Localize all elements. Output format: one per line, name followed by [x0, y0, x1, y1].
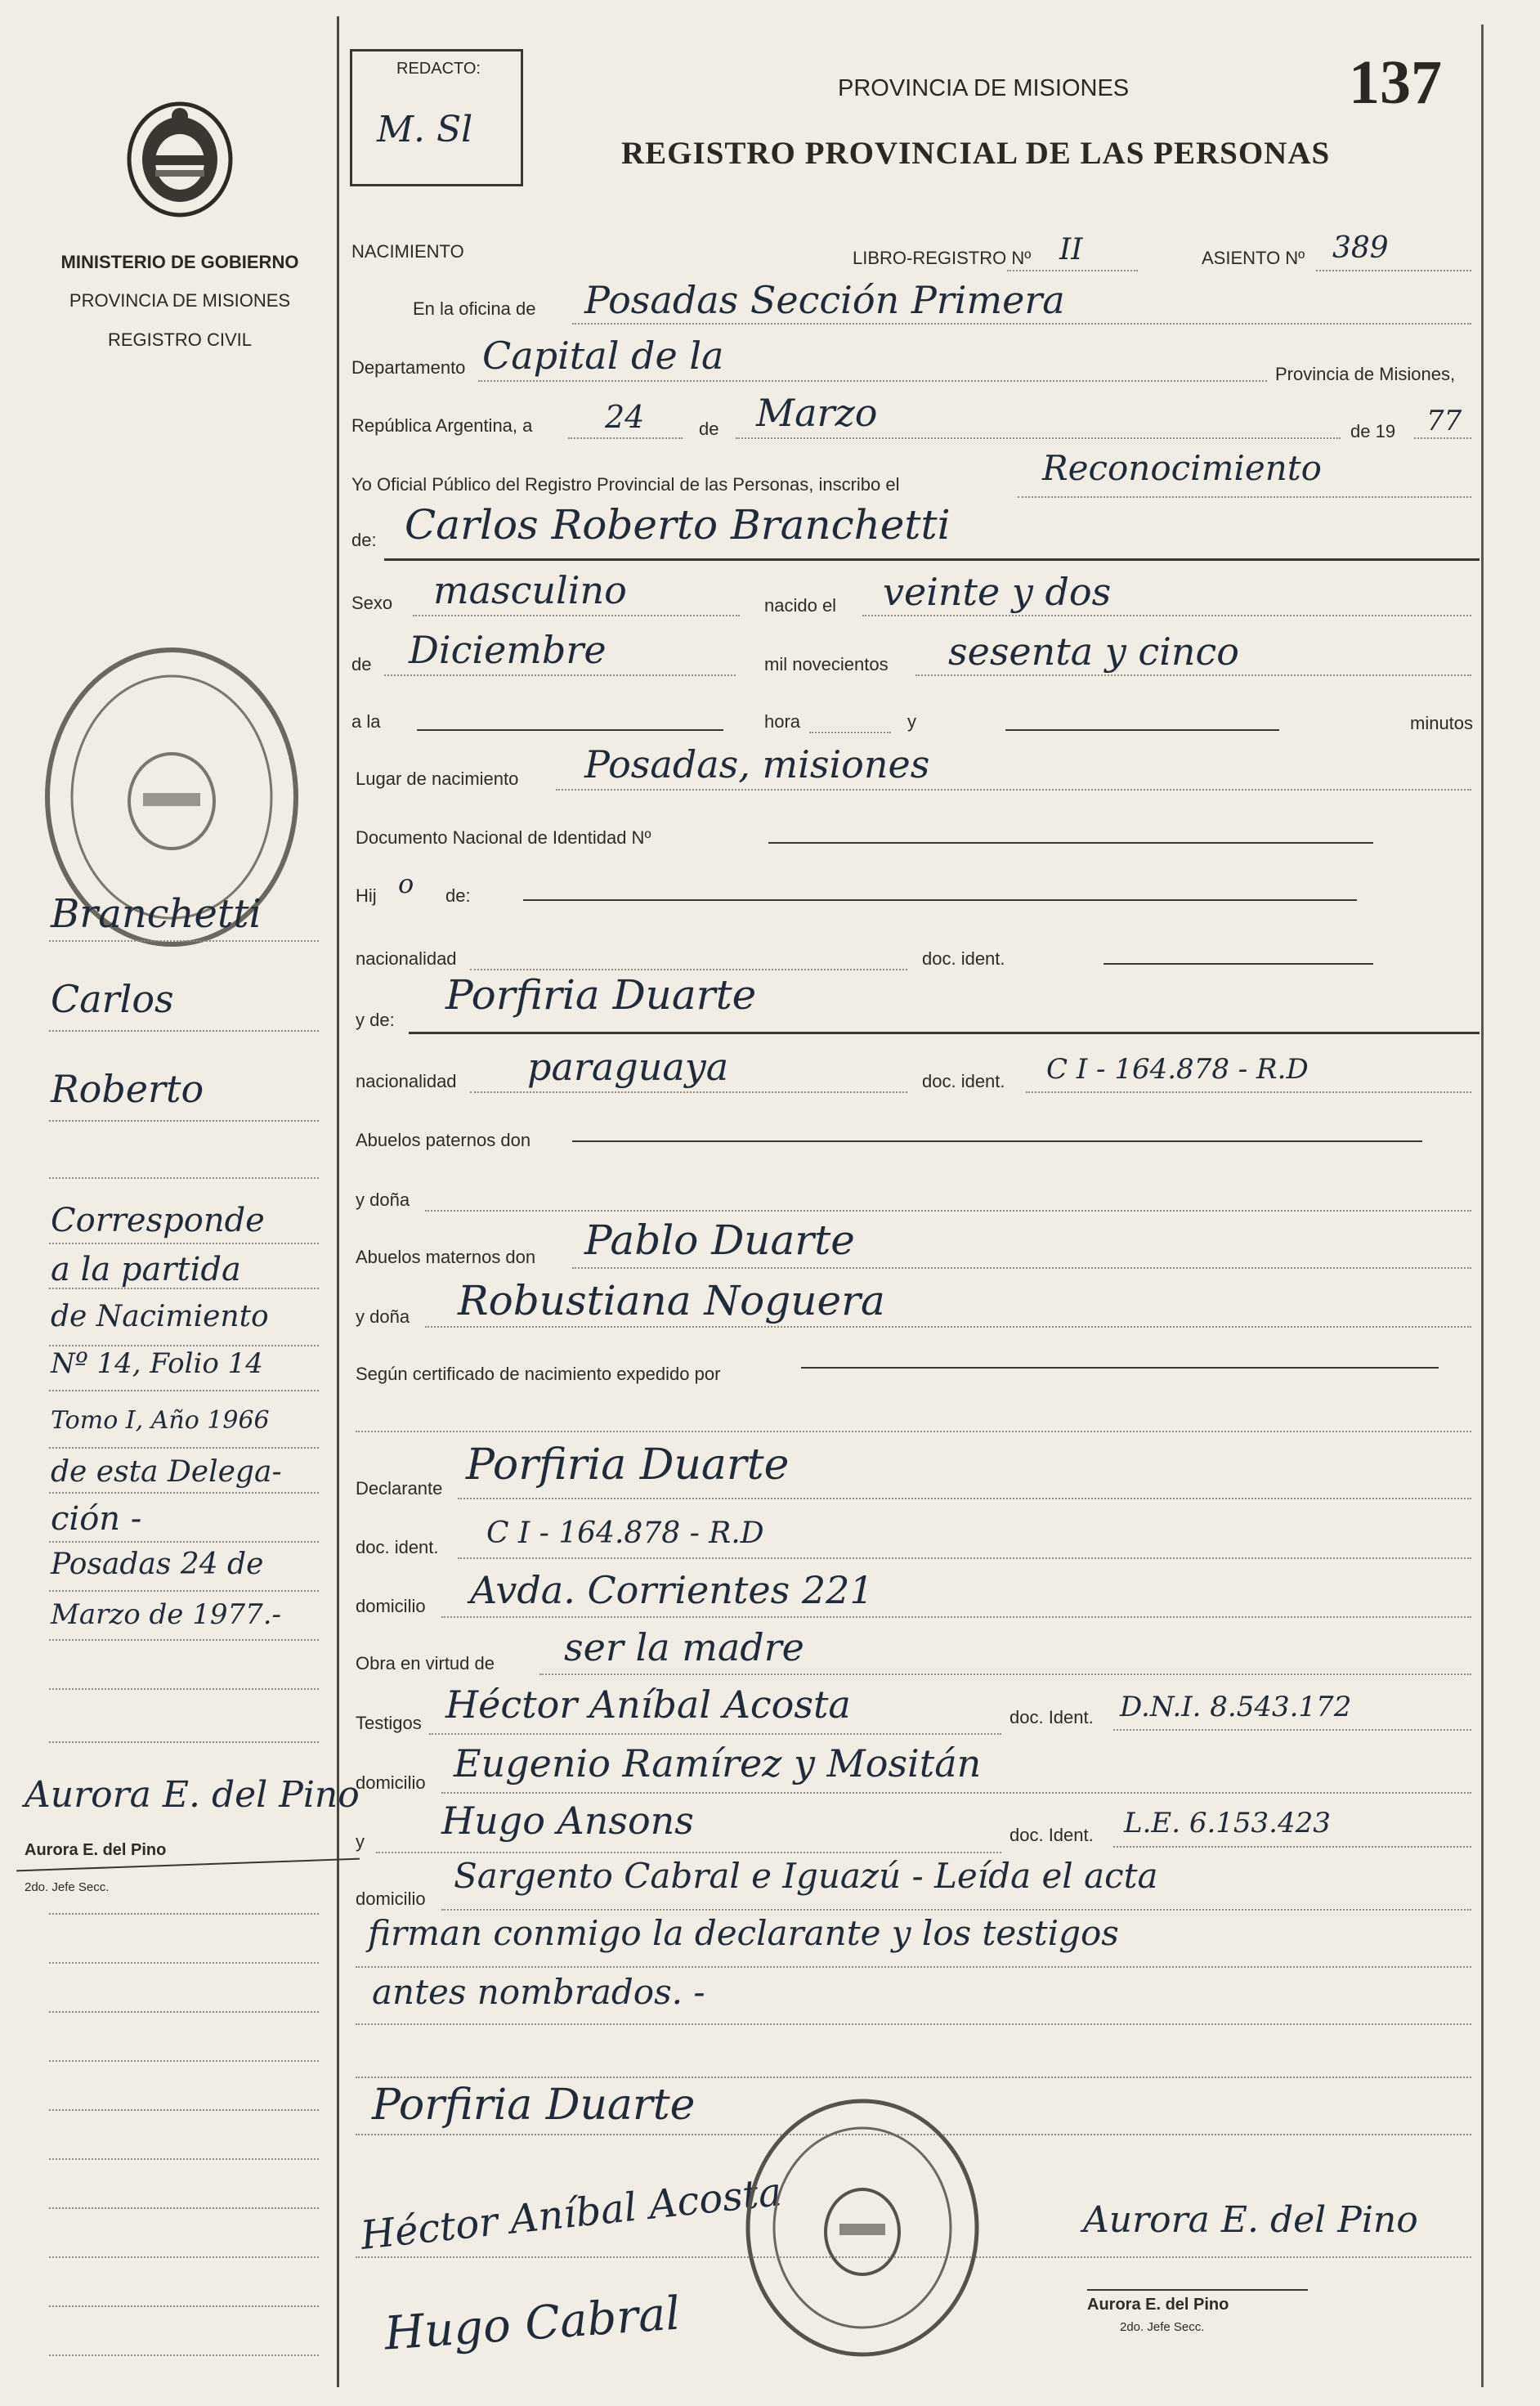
madre-label: y de:: [356, 1010, 395, 1030]
departamento-value: Capital de la: [482, 334, 724, 378]
mes-line: [384, 674, 736, 676]
coat-of-arms-emblem: [123, 98, 237, 221]
asiento-label: ASIENTO Nº: [1202, 248, 1305, 268]
persona-value: Carlos Roberto Branchetti: [405, 501, 951, 549]
inscribo-label: Yo Oficial Público del Registro Provincial de las Personas, inscribo el: [351, 474, 900, 495]
right-border: [1481, 25, 1484, 2387]
hora-line: [809, 732, 891, 733]
minutos-rule: [1005, 729, 1279, 731]
certificado-line2: [356, 1431, 1471, 1432]
margin-line: [49, 1639, 319, 1641]
documento-label: Documento Nacional de Identidad Nº: [356, 827, 651, 848]
acta-line3: [356, 2023, 1471, 2025]
madre-rule: [409, 1032, 1480, 1034]
declarante-signature: Porfiria Duarte: [372, 2081, 696, 2130]
testigo1-value: Héctor Aníbal Acosta: [445, 1682, 851, 1727]
testigo2-doc-value: L.E. 6.153.423: [1124, 1807, 1331, 1839]
fecha-year: 77: [1426, 405, 1462, 437]
hora-label: hora: [764, 711, 801, 732]
fecha-de-label: de: [699, 419, 719, 439]
testigo1-doc-label: doc. Ident.: [1010, 1707, 1094, 1727]
testigo2-doc-label: doc. Ident.: [1010, 1825, 1094, 1845]
lugar-label: Lugar de nacimiento: [356, 768, 519, 789]
oficina-line: [572, 323, 1471, 325]
obra-label: Obra en virtud de: [356, 1653, 495, 1673]
oficial-stamp-name: Aurora E. del Pino: [1087, 2296, 1229, 2314]
margin-line: [49, 2011, 319, 2013]
nacionalidad1-line: [470, 969, 907, 970]
margin-line: [49, 2256, 319, 2258]
testigo1-doc-value: D.N.I. 8.543.172: [1120, 1691, 1352, 1723]
civil-registry-name: REGISTRO CIVIL: [107, 329, 253, 350]
nacido-label: nacido el: [764, 595, 837, 616]
a-la-rule: [417, 729, 723, 731]
ministry-name: MINISTERIO DE GOBIERNO: [60, 252, 299, 272]
y-label: y: [907, 711, 916, 732]
hijo-suffix: o: [398, 868, 414, 899]
margin-line: [49, 1243, 319, 1244]
testigo2-dom-line: [441, 1909, 1471, 1911]
margin-note-line: ción -: [51, 1500, 142, 1538]
margin-line: [49, 2207, 319, 2209]
testigo1-dom-label: domicilio: [356, 1772, 426, 1793]
margin-line: [49, 1962, 319, 1964]
margin-line: [49, 2354, 319, 2356]
margin-note-line: a la partida: [51, 1251, 241, 1288]
testigo2-dom-value: Sargento Cabral e Iguazú - Leída el acta: [454, 1856, 1158, 1896]
asiento-line: [1316, 270, 1471, 271]
sexo-label: Sexo: [351, 593, 393, 613]
fecha-month: Marzo: [756, 391, 878, 435]
mes-value: Diciembre: [409, 628, 607, 672]
nacionalidad1-doc-label: doc. ident.: [922, 948, 1005, 969]
declarante-doc-line: [458, 1557, 1471, 1559]
page-number: 137: [1349, 48, 1442, 117]
nacionalidad1-label: nacionalidad: [356, 948, 457, 969]
fecha-label: República Argentina, a: [351, 415, 533, 436]
oficial-signature: Aurora E. del Pino: [1083, 2199, 1418, 2241]
testigo2-signature: Hugo Cabral: [383, 2287, 683, 2361]
margin-signature: Aurora E. del Pino: [25, 1774, 360, 1816]
margin-line: [49, 1492, 319, 1494]
minutos-label: minutos: [1410, 713, 1474, 733]
declarante-doc-value: C I - 164.878 - R.D: [486, 1517, 764, 1550]
margin-note-line: Corresponde: [51, 1202, 265, 1239]
mes-label: de: [351, 654, 372, 674]
a-la-label: a la: [351, 711, 381, 732]
inscribo-value: Reconocimiento: [1042, 448, 1322, 488]
act-type-label: NACIMIENTO: [351, 241, 464, 262]
certificado-label: Según certificado de nacimiento expedido por: [356, 1364, 721, 1384]
fecha-day: 24: [605, 399, 645, 435]
testigo1-doc-line: [1113, 1729, 1471, 1731]
margin-name2: Roberto: [51, 1067, 204, 1111]
margin-note-line: Marzo de 1977.-: [51, 1598, 282, 1631]
libro-label: LIBRO-REGISTRO Nº: [853, 248, 1032, 268]
inscribo-line: [1018, 496, 1471, 498]
anio-value: sesenta y cinco: [948, 630, 1239, 674]
margin-stamp-sub: 2do. Jefe Secc.: [25, 1880, 110, 1894]
hijo-rule: [523, 899, 1357, 901]
declarante-value: Porfiria Duarte: [466, 1440, 790, 1490]
obra-value: ser la madre: [564, 1625, 804, 1669]
lugar-value: Posadas, misiones: [584, 742, 930, 786]
nacionalidad2-doc-value: C I - 164.878 - R.D: [1046, 1053, 1309, 1086]
testigo2-doc-line: [1113, 1846, 1471, 1848]
certificado-rule: [801, 1367, 1439, 1369]
abuelos-mat-dona: y doña: [356, 1306, 410, 1327]
margin-line: [49, 1741, 319, 1743]
acta-text-line3: antes nombrados. -: [372, 1972, 705, 2012]
margin-line: [49, 2305, 319, 2307]
acta-line2: [356, 1966, 1471, 1968]
acta-line4: [356, 2077, 1471, 2078]
margin-divider: [337, 16, 339, 2387]
nacido-value: veinte y dos: [883, 570, 1112, 614]
oficina-label: En la oficina de: [413, 298, 536, 319]
nacido-line: [862, 615, 1471, 616]
testigo1-label: Testigos: [356, 1713, 422, 1733]
margin-note-line: Tomo I, Año 1966: [51, 1406, 270, 1435]
margin-note-line: de Nacimiento: [51, 1300, 269, 1333]
margin-line: [49, 1590, 319, 1592]
margin-note-line: de esta Delega-: [51, 1455, 282, 1489]
nacionalidad2-line: [470, 1091, 907, 1093]
abuelos-mat-dona-value: Robustiana Noguera: [458, 1277, 885, 1324]
margin-note-line: Nº 14, Folio 14: [51, 1347, 263, 1380]
margin-line: [49, 1390, 319, 1391]
declarante-dom-label: domicilio: [356, 1596, 426, 1616]
nacionalidad2-doc-label: doc. ident.: [922, 1071, 1005, 1091]
lugar-line: [556, 789, 1471, 791]
abuelos-pat-rule: [572, 1140, 1422, 1142]
declarante-doc-label: doc. ident.: [356, 1537, 439, 1557]
redacto-box: [350, 49, 523, 186]
province-heading: PROVINCIA DE MISIONES: [838, 75, 1130, 101]
testigo2-dom-label: domicilio: [356, 1889, 426, 1909]
margin-line: [49, 940, 319, 942]
margin-line: [49, 1030, 319, 1032]
libro-line: [1007, 270, 1138, 271]
obra-line: [539, 1673, 1471, 1675]
margin-line: [49, 1120, 319, 1122]
persona-label: de:: [351, 530, 377, 550]
redacto-initials: M. Sl: [377, 109, 473, 150]
registry-heading: REGISTRO PROVINCIAL DE LAS PERSONAS: [621, 136, 1331, 171]
official-round-seal: [740, 2093, 985, 2363]
mil-label: mil novecientos: [764, 654, 889, 674]
abuelos-mat-value: Pablo Duarte: [584, 1216, 855, 1264]
margin-line: [49, 1688, 319, 1690]
testigo1-dom-value: Eugenio Ramírez y Mositán: [454, 1741, 982, 1785]
testigo1-dom-line: [441, 1792, 1471, 1794]
margin-surname: Branchetti: [51, 891, 262, 937]
margin-line: [49, 1345, 319, 1346]
documento-rule: [768, 842, 1373, 844]
madre-value: Porfiria Duarte: [445, 971, 757, 1019]
margin-line: [49, 2109, 319, 2111]
hijo-de-label: de:: [445, 885, 471, 906]
hijo-prefix: Hij: [356, 885, 377, 906]
margin-line: [49, 1177, 319, 1179]
nacionalidad2-label: nacionalidad: [356, 1071, 457, 1091]
declarante-dom-value: Avda. Corrientes 221: [470, 1568, 874, 1612]
abuelos-pat-label: Abuelos paternos don: [356, 1130, 531, 1150]
departamento-line: [478, 380, 1267, 382]
asiento-value: 389: [1332, 231, 1389, 265]
sexo-line: [413, 615, 740, 616]
oficial-stamp-sub: 2do. Jefe Secc.: [1120, 2320, 1205, 2334]
margin-line: [49, 2158, 319, 2160]
declarante-dom-line: [441, 1616, 1471, 1618]
nacionalidad2-doc-line: [1026, 1091, 1471, 1093]
declarante-line: [458, 1498, 1471, 1499]
testigo2-label: y: [356, 1831, 365, 1852]
abuelos-mat-line: [572, 1267, 1471, 1269]
margin-signature-rule: [16, 1858, 360, 1872]
abuelos-pat-dona: y doña: [356, 1190, 410, 1210]
oficial-signature-rule: [1087, 2289, 1308, 2291]
testigo2-line: [376, 1852, 1001, 1853]
year-line: [1414, 437, 1471, 439]
nacionalidad2-value: paraguaya: [527, 1045, 729, 1089]
acta-text-line2: firman conmigo la declarante y los testigos: [368, 1913, 1119, 1953]
province-name-left: PROVINCIA DE MISIONES: [69, 290, 291, 311]
testigo1-line: [429, 1733, 1001, 1735]
oficina-value: Posadas Sección Primera: [584, 278, 1065, 322]
declarante-label: Declarante: [356, 1478, 443, 1499]
redacto-label: REDACTO:: [396, 60, 481, 78]
nacionalidad1-doc-rule: [1104, 963, 1373, 965]
libro-value: II: [1059, 233, 1083, 267]
departamento-label: Departamento: [351, 357, 466, 378]
margin-line: [49, 1913, 319, 1915]
margin-line: [49, 1541, 319, 1543]
sexo-value: masculino: [433, 568, 627, 612]
testigo1-signature: Héctor Aníbal Acosta: [358, 2169, 784, 2259]
testigo2-value: Hugo Ansons: [441, 1799, 694, 1843]
abuelos-mat-dona-line: [425, 1326, 1471, 1328]
abuelos-mat-label: Abuelos maternos don: [356, 1247, 536, 1267]
margin-line: [49, 2060, 319, 2062]
year-label: de 19: [1350, 421, 1396, 441]
day-line: [568, 437, 683, 439]
month-line: [736, 437, 1341, 439]
persona-rule: [384, 558, 1480, 561]
anio-line: [915, 674, 1471, 676]
margin-stamp-name: Aurora E. del Pino: [25, 1841, 167, 1859]
margin-name1: Carlos: [51, 977, 174, 1021]
margin-line: [49, 1447, 319, 1449]
provincia-suffix: Provincia de Misiones,: [1275, 364, 1456, 384]
margin-note-line: Posadas 24 de: [51, 1548, 264, 1581]
abuelos-pat-dona-line: [425, 1210, 1471, 1212]
